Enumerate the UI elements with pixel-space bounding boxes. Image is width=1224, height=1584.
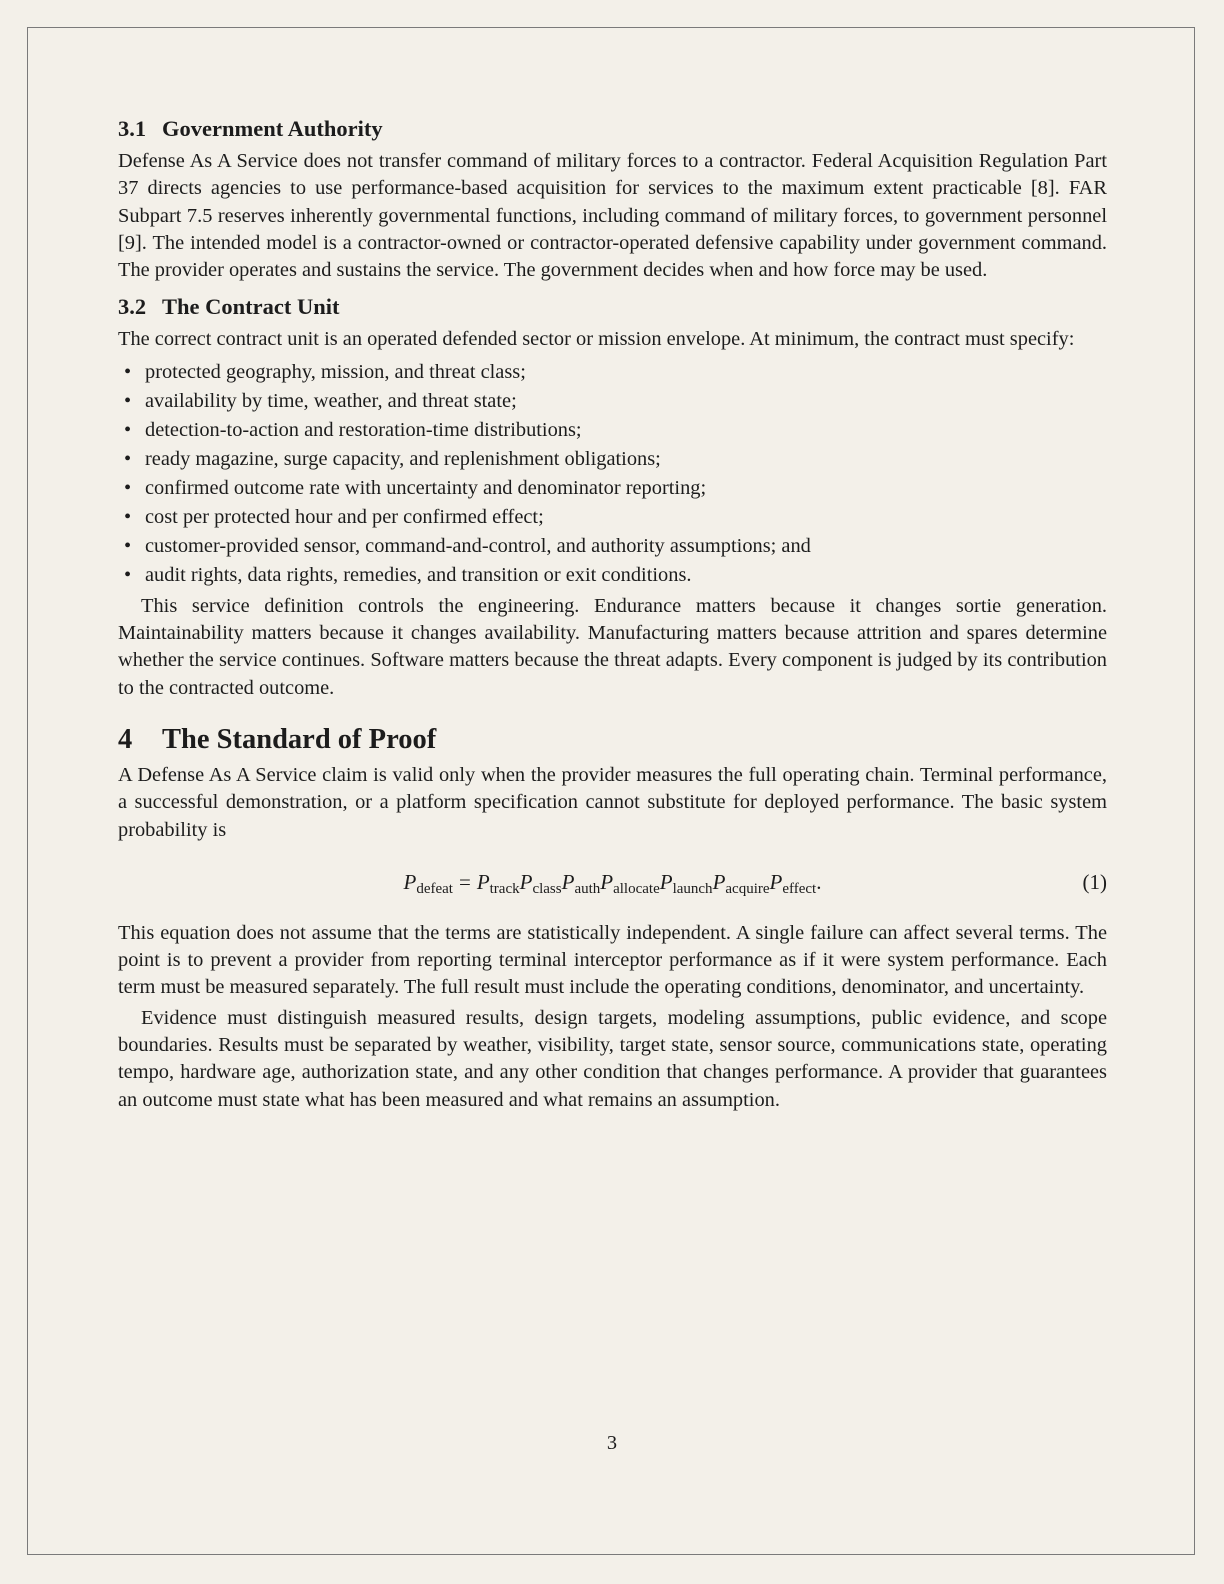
bullet-icon: • [124, 534, 132, 557]
standard-of-proof-intro: A Defense As A Service claim is valid only when the provider measures the full operating chain. Terminal performance, a successful demonstration, or a platform specification cannot substitute for deployed performance. The basic system probability is [118, 763, 1107, 841]
bullet-icon: • [124, 360, 132, 383]
section-heading-4 [118, 722, 1107, 758]
subsection-number: 3.2 [118, 294, 147, 320]
page-content [118, 114, 1107, 1114]
list-item-text: confirmed outcome rate with uncertainty and denominator reporting; [145, 476, 707, 499]
equation-term: $P_{track}$ [476, 869, 520, 897]
defeat-probability-equation [118, 862, 1107, 902]
list-item-text: audit rights, data rights, remedies, and transition or exit conditions. [145, 563, 692, 586]
list-item-text: customer-provided sensor, command-and-control, and authority assumptions; and [145, 534, 811, 557]
equation-explanation-paragraph: This equation does not assume that the terms are statistically independent. A single failure can affect several terms. The point is to prevent a provider from reporting terminal interceptor performance as if it were system performance. Each term must be measured separately. The full result must include the operating conditions, denominator, and uncertainty. [118, 921, 1107, 999]
bullet-icon: • [124, 389, 132, 412]
bullet-icon: • [124, 418, 132, 441]
equation-period: . [816, 869, 822, 894]
list-item-text: detection-to-action and restoration-time distributions; [145, 418, 582, 441]
equation-term: $P_{auth}$ [561, 869, 601, 897]
contract-requirements-list [118, 358, 1107, 590]
page-number: 3 [606, 1432, 618, 1454]
equation-term: $P_{effect}$ [769, 869, 817, 897]
bullet-icon: • [124, 447, 132, 470]
subsection-title: Government Authority [162, 116, 383, 141]
list-item [118, 445, 1107, 474]
equation-term: $P_{launch}$ [659, 869, 713, 897]
government-authority-paragraph: Defense As A Service does not transfer command of military forces to a contractor. Federal Acquisition Regulation Part 37 directs agencies to use performance-based acquisition for services to the maximum extent practicable [8]. FAR Subpart 7.5 reserves inherently governmental functions, including command of military forces, to government personnel [9]. The intended model is a contractor-owned or contractor-operated defensive capability under government command. The provider operates and sustains the service. The government decides when and how force may be used. [118, 150, 1107, 282]
service-definition-paragraph: This service definition controls the engineering. Endurance matters because it changes sortie generation. Maintainability matters because it changes availability. Manufacturing matters because attrition and spares determine whether the service continues. Software matters because the threat adapts. Every component is judged by its contribution to the contracted outcome. [118, 594, 1107, 699]
subsection-heading-3-1 [118, 114, 1107, 144]
equation-body [404, 862, 822, 902]
bullet-icon: • [124, 563, 132, 586]
list-item [118, 474, 1107, 503]
list-item-text: protected geography, mission, and threat class; [145, 360, 526, 383]
list-item [118, 532, 1107, 561]
bullet-icon: • [124, 505, 132, 528]
list-item-text: ready magazine, surge capacity, and replenishment obligations; [145, 447, 661, 470]
subsection-title: The Contract Unit [162, 294, 340, 320]
section-number: 4 [118, 723, 133, 755]
contract-unit-intro: The correct contract unit is an operated defended sector or mission envelope. At minimum, the contract must specify: [118, 328, 1075, 351]
list-item-text: availability by time, weather, and threat state; [145, 389, 517, 412]
subsection-number: 3.1 [118, 116, 147, 141]
list-item [118, 503, 1107, 532]
equation-term: $P_{class}$ [519, 869, 562, 897]
section-title: The Standard of Proof [162, 723, 437, 755]
list-item-text: cost per protected hour and per confirmed effect; [145, 505, 544, 528]
list-item [118, 416, 1107, 445]
equation-number: (1) [1082, 869, 1107, 894]
equation-term: $P_{acquire}$ [712, 869, 770, 897]
bullet-icon: • [124, 476, 132, 499]
equals-sign: = [458, 869, 471, 894]
subsection-heading-3-2 [118, 292, 1107, 322]
evidence-paragraph: Evidence must distinguish measured results, design targets, modeling assumptions, public evidence, and scope boundaries. Results must be separated by weather, visibility, target state, sensor source, communications state, operating tempo, hardware age, authorization state, and any other condition that changes performance. A provider that guarantees an outcome must state what has been measured and what remains an assumption. [118, 1006, 1107, 1111]
equation-term: $P_{allocate}$ [600, 869, 660, 897]
list-item [118, 561, 1107, 590]
equation-lhs: $P_{defeat}$ [403, 869, 453, 897]
list-item [118, 358, 1107, 387]
list-item [118, 387, 1107, 416]
